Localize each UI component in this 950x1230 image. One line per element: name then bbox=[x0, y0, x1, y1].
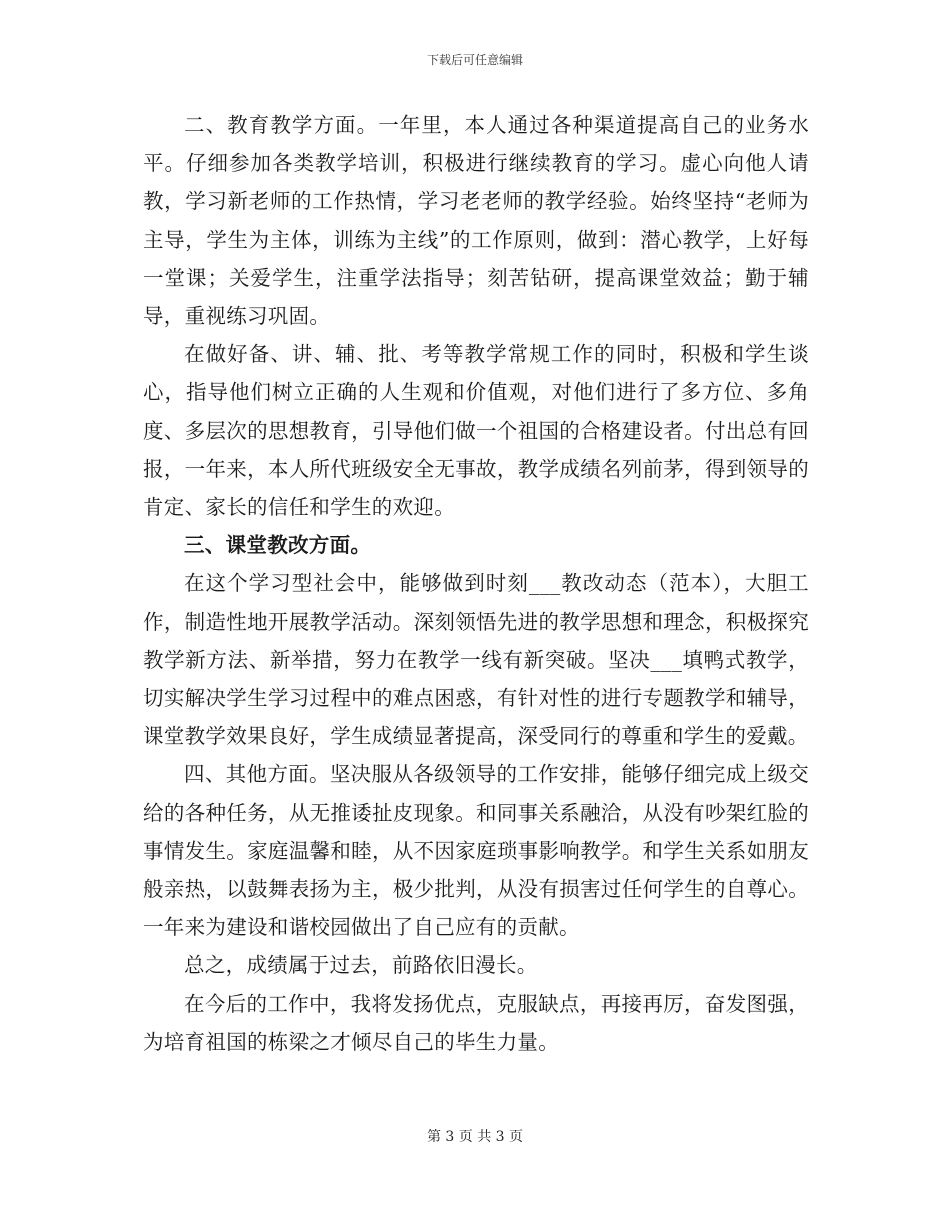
paragraph-other-aspects: 四、其他方面。坚决服从各级领导的工作安排，能够仔细完成上级交给的各种任务，从无推诿扯皮现象。和同事关系融洽，从没有吵架红脸的事情发生。家庭温馨和睦，从不因家庭琐事影响教学。和学生关系如朋友般亲热，以鼓舞表扬为主，极少批判，从没有损害过任何学生的自尊心。一年来为建设和谐校园做出了自己应有的贡献。 bbox=[143, 762, 809, 940]
header-note: 下载后可任意编辑 bbox=[426, 53, 523, 67]
paragraph-future-work: 在今后的工作中，我将发扬优点，克服缺点，再接再厉，奋发图强，为培育祖国的栋梁之才倾尽自己的毕生力量。 bbox=[143, 991, 809, 1054]
paragraph-summary: 总之，成绩属于过去，前路依旧漫长。 bbox=[184, 953, 538, 978]
document-body bbox=[143, 106, 809, 1061]
paragraph-classroom-reform: 在这个学习型社会中，能够做到时刻___教改动态（范本），大胆工作，制造性地开展教学活动。深刻领悟先进的教学思想和理念，积极探究教学新方法、新举措，努力在教学一线有新突破。坚决___填鸭式教学，切实解决学生学习过程中的难点困惑，有针对性的进行专题教学和辅导，课堂教学效果良好，学生成绩显著提高，深受同行的尊重和学生的爱戴。 bbox=[143, 571, 809, 749]
page-number: 第 3 页 共 3 页 bbox=[426, 1129, 524, 1145]
section-heading-classroom-reform: 三、课堂教改方面。 bbox=[184, 533, 372, 558]
paragraph-student-guidance: 在做好备、讲、辅、批、考等教学常规工作的同时，积极和学生谈心，指导他们树立正确的人生观和价值观，对他们进行了多方位、多角度、多层次的思想教育，引导他们做一个祖国的合格建设者。付出总有回报，一年来，本人所代班级安全无事故，教学成绩名列前茅，得到领导的肯定、家长的信任和学生的欢迎。 bbox=[143, 342, 809, 520]
paragraph-education-teaching: 二、教育教学方面。一年里，本人通过各种渠道提高自己的业务水平。仔细参加各类教学培训，积极进行继续教育的学习。虚心向他人请教，学习新老师的工作热情，学习老老师的教学经验。始终坚持“老师为主导，学生为主体，训练为主线”的工作原则，做到：潜心教学，上好每一堂课；关爱学生，注重学法指导；刻苦钻研，提高课堂效益；勤于辅导，重视练习巩固。 bbox=[143, 113, 809, 329]
